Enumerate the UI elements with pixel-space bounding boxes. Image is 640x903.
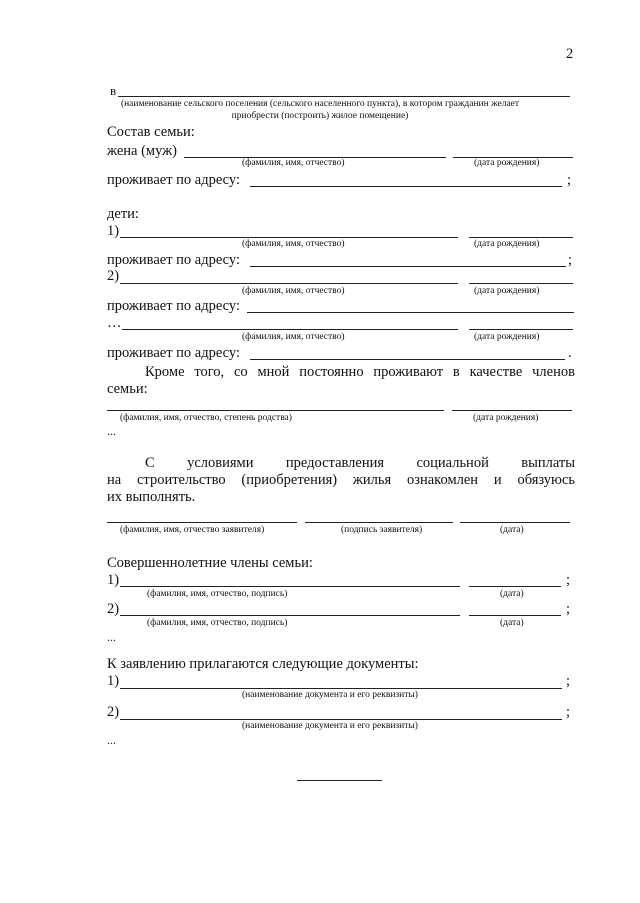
document-2-number: 2) (107, 704, 120, 720)
closing-separator (297, 780, 382, 781)
spouse-address-label: проживает по адресу: (107, 172, 240, 188)
adult-2-date-caption: (дата) (500, 618, 524, 628)
child-1-number: 1) (107, 223, 120, 239)
adult-dots: ... (107, 630, 116, 644)
other-member-dots: ... (107, 424, 116, 438)
other-member-birth-field[interactable] (452, 410, 572, 411)
applicant-date-field[interactable] (460, 522, 570, 523)
adult-2-end: ; (566, 601, 571, 617)
adult-members-heading: Совершеннолетние члены семьи: (107, 555, 313, 571)
applicant-name-caption: (фамилия, имя, отчество заявителя) (120, 525, 265, 535)
preposition-v: в (110, 83, 117, 98)
other-member-birth-caption: (дата рождения) (473, 413, 539, 423)
other-member-caption: (фамилия, имя, отчество, степень родства) (120, 413, 292, 423)
child-2-number: 2) (107, 268, 120, 284)
spouse-address-field[interactable] (250, 186, 562, 187)
spouse-birth-caption: (дата рождения) (474, 158, 540, 168)
child-1-fio-caption: (фамилия, имя, отчество) (242, 239, 345, 249)
child-n-fio-caption: (фамилия, имя, отчество) (242, 332, 345, 342)
document-1-number: 1) (107, 673, 120, 689)
adult-1-name-field[interactable] (120, 586, 460, 587)
conditions-line-3: их выполнять. (107, 489, 196, 505)
document-dots: ... (107, 733, 116, 747)
child-1-birth-field[interactable] (469, 237, 573, 238)
applicant-name-field[interactable] (107, 522, 297, 523)
child-1-name-field[interactable] (120, 237, 458, 238)
conditions-line-2: на строительство (приобретения) жилья ознакомлен и обязуюсь (107, 472, 575, 488)
also-living-line-2: семьи: (107, 381, 148, 397)
child-n-address-end: . (568, 345, 572, 361)
other-member-name-field[interactable] (107, 410, 444, 411)
child-n-address-label: проживает по адресу: (107, 345, 240, 361)
settlement-caption-2: приобрести (построить) жилое помещение) (231, 111, 409, 121)
adult-1-number: 1) (107, 572, 120, 588)
child-2-name-field[interactable] (120, 283, 458, 284)
child-1-address-end: ; (568, 252, 573, 268)
document-2-caption: (наименование документа и его реквизиты) (242, 721, 418, 731)
document-1-end: ; (566, 673, 571, 689)
adult-2-number: 2) (107, 601, 120, 617)
children-heading: дети: (107, 206, 139, 222)
adult-2-name-field[interactable] (120, 615, 460, 616)
document-2-end: ; (566, 704, 571, 720)
adult-2-caption: (фамилия, имя, отчество, подпись) (147, 618, 288, 628)
document-1-field[interactable] (120, 688, 562, 689)
documents-heading: К заявлению прилагаются следующие документы: (107, 656, 419, 672)
settlement-caption-1: (наименование сельского поселения (сельского населенного пункта), в котором гражданин желает (120, 99, 520, 109)
also-living-line: Кроме того, со мной постоянно проживают в качестве членов (145, 364, 575, 380)
adult-1-date-field[interactable] (469, 586, 561, 587)
adult-1-end: ; (566, 572, 571, 588)
child-more-ellipsis: … (107, 315, 122, 331)
child-n-name-field[interactable] (122, 329, 458, 330)
child-2-address-field[interactable] (247, 312, 574, 313)
child-2-birth-caption: (дата рождения) (474, 286, 540, 296)
family-heading: Состав семьи: (107, 124, 195, 140)
applicant-date-caption: (дата) (500, 525, 524, 535)
child-2-fio-caption: (фамилия, имя, отчество) (242, 286, 345, 296)
applicant-signature-field[interactable] (305, 522, 453, 523)
child-2-birth-field[interactable] (469, 283, 573, 284)
adult-1-caption: (фамилия, имя, отчество, подпись) (147, 589, 288, 599)
spouse-label: жена (муж) (107, 143, 177, 159)
adult-2-date-field[interactable] (469, 615, 561, 616)
spouse-address-end: ; (567, 172, 572, 188)
child-n-address-field[interactable] (250, 359, 565, 360)
child-1-birth-caption: (дата рождения) (474, 239, 540, 249)
document-2-field[interactable] (120, 719, 562, 720)
child-n-birth-caption: (дата рождения) (474, 332, 540, 342)
spouse-fio-caption: (фамилия, имя, отчество) (242, 158, 345, 168)
conditions-line-1: С условиями предоставления социальной выплаты (145, 455, 575, 471)
child-1-address-label: проживает по адресу: (107, 252, 240, 268)
page-number: 2 (566, 46, 574, 62)
document-1-caption: (наименование документа и его реквизиты) (242, 690, 418, 700)
applicant-signature-caption: (подпись заявителя) (341, 525, 423, 535)
child-n-birth-field[interactable] (469, 329, 573, 330)
child-2-address-label: проживает по адресу: (107, 298, 240, 314)
adult-1-date-caption: (дата) (500, 589, 524, 599)
settlement-field[interactable] (118, 96, 570, 97)
child-1-address-field[interactable] (250, 266, 566, 267)
